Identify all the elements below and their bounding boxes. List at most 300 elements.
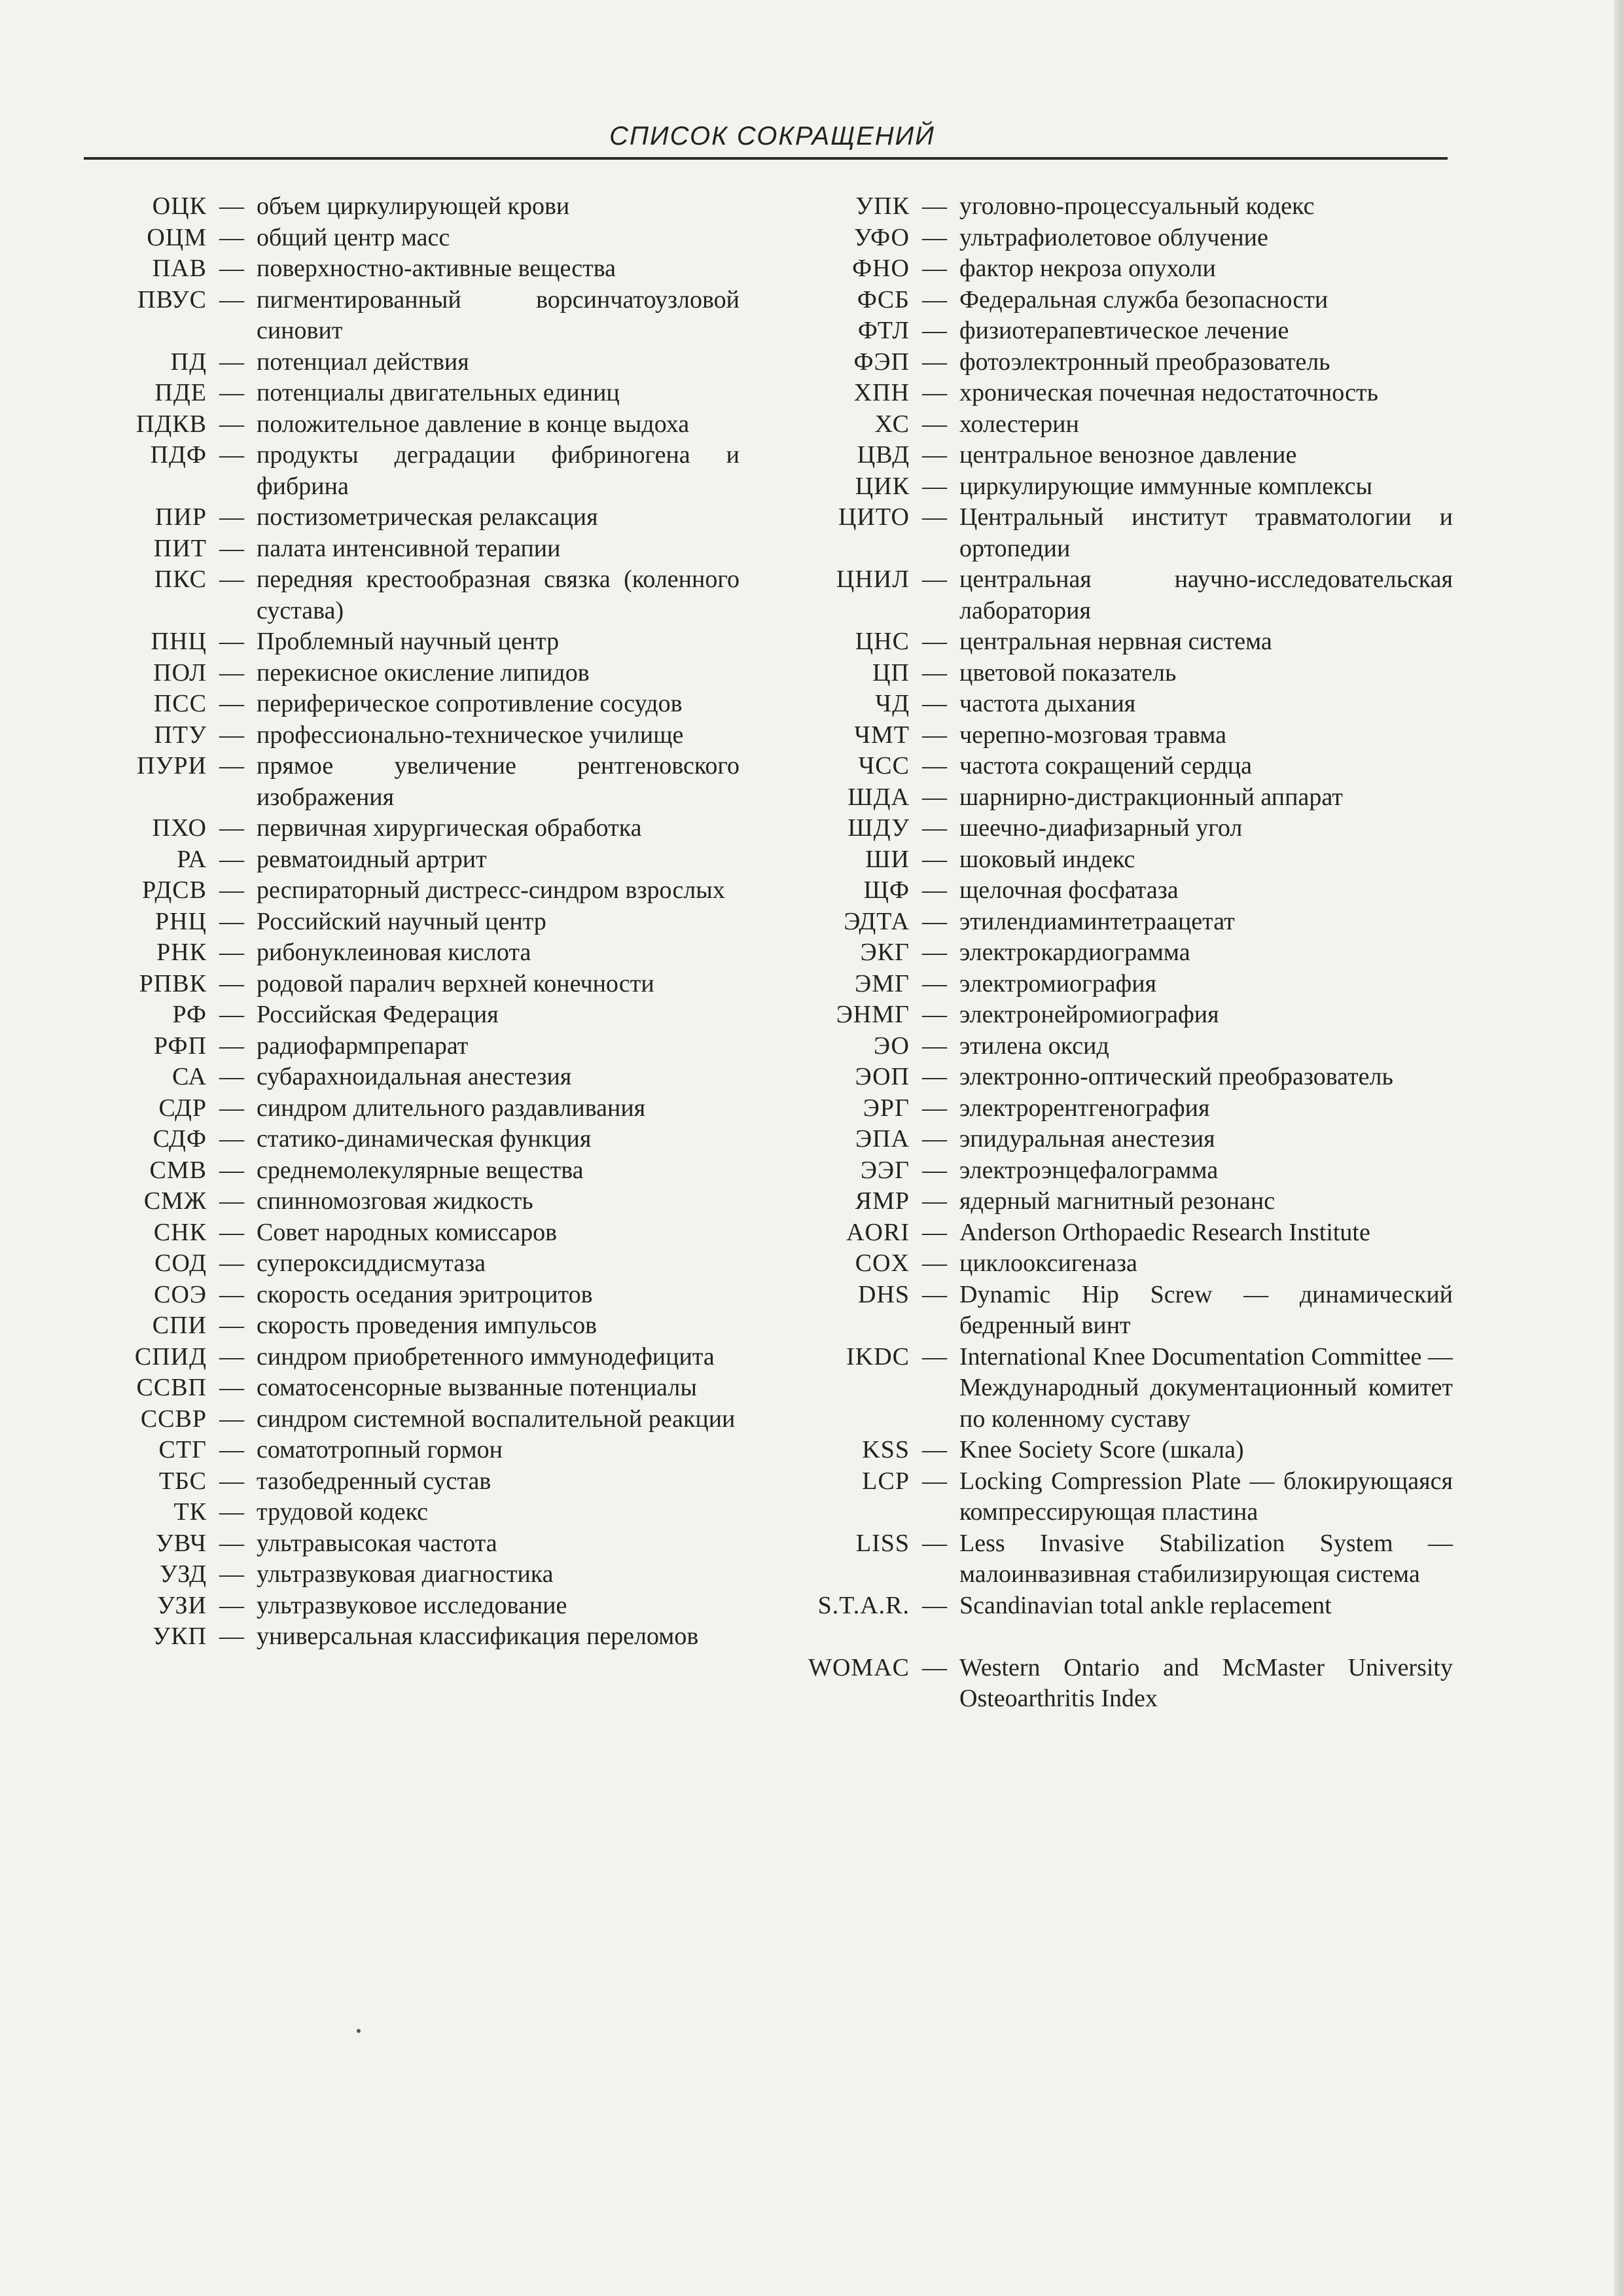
em-dash: — [922, 628, 947, 655]
em-dash: — [219, 192, 244, 220]
abbreviation-entry [98, 1310, 740, 1342]
em-dash: — [219, 1560, 244, 1588]
abbreviation-entry [772, 875, 1453, 906]
definition: прямое увеличение рентгеновского изображения [257, 752, 740, 811]
abbreviation-entry [772, 502, 1453, 564]
em-dash: — [922, 845, 947, 873]
em-dash: — [219, 503, 244, 531]
em-dash: — [219, 721, 244, 749]
abbreviation-entry [98, 1404, 740, 1435]
definition: этилена оксид [959, 1031, 1109, 1060]
definition: потенциалы двигательных единиц [257, 379, 620, 406]
abbreviation-entry [772, 253, 1453, 285]
abbreviation: ПНЦ [151, 628, 207, 655]
abbreviation: ЭРГ [863, 1094, 910, 1122]
em-dash: — [219, 1436, 244, 1463]
em-dash: — [922, 472, 947, 500]
abbreviation-entry [98, 1280, 740, 1311]
abbreviation: СДР [158, 1094, 207, 1122]
em-dash: — [922, 658, 947, 687]
em-dash: — [219, 1342, 244, 1371]
abbreviation-entry [772, 1248, 1453, 1280]
abbreviation: УФО [853, 223, 910, 251]
definition: продукты деградации фибриногена и фибрина [257, 441, 740, 500]
entry-spacer [772, 1621, 1453, 1653]
abbreviation-entry [772, 378, 1453, 409]
abbreviation: УЗИ [157, 1591, 207, 1619]
page-title: СПИСОК СОКРАЩЕНИЙ [609, 122, 935, 151]
abbreviation-entry [772, 1062, 1453, 1093]
em-dash: — [922, 255, 947, 282]
em-dash: — [922, 1001, 947, 1028]
abbreviation-entry [98, 1124, 740, 1155]
abbreviation: ЭНМГ [836, 1001, 910, 1028]
em-dash: — [219, 1405, 244, 1433]
em-dash: — [922, 721, 947, 749]
em-dash: — [219, 534, 244, 562]
abbreviation-entry [98, 1528, 740, 1560]
abbreviation-entry [772, 1186, 1453, 1217]
abbreviation: РА [177, 845, 207, 873]
em-dash: — [219, 658, 244, 687]
abbreviation: ОЦК [152, 192, 207, 220]
abbreviation: СДФ [152, 1125, 207, 1153]
em-dash: — [922, 939, 947, 966]
abbreviation: СА [172, 1063, 207, 1090]
abbreviation: УВЧ [155, 1529, 207, 1557]
definition: радиофармпрепарат [257, 1031, 469, 1060]
abbreviation: ЭОП [855, 1063, 910, 1090]
abbreviation: РФП [154, 1031, 207, 1060]
em-dash: — [922, 348, 947, 376]
em-dash: — [922, 1094, 947, 1122]
abbreviation-entry [98, 999, 740, 1031]
definition: центральное венозное давление [959, 441, 1297, 469]
definition: профессионально-техническое училище [257, 721, 684, 749]
abbreviation-entry [772, 1031, 1453, 1062]
definition: пигментированный ворсинчатоузловой синовит [257, 285, 740, 344]
abbreviation: УЗД [159, 1560, 207, 1588]
definition: электроэнцефалограмма [959, 1156, 1219, 1184]
definition: шарнирно-дистракционный аппарат [959, 783, 1343, 811]
abbreviation-entry [772, 1124, 1453, 1155]
em-dash: — [922, 690, 947, 717]
em-dash: — [219, 845, 244, 873]
abbreviation: ФСБ [857, 285, 910, 314]
abbreviation-entry [772, 844, 1453, 876]
abbreviation: ССВР [140, 1405, 207, 1433]
abbreviation-entry [98, 285, 740, 347]
definition: соматотропный гормон [257, 1436, 503, 1463]
definition: палата интенсивной терапии [257, 534, 561, 562]
abbreviation-entry [772, 1093, 1453, 1124]
em-dash: — [922, 1187, 947, 1215]
abbreviation-entry [98, 1155, 740, 1187]
abbreviation-entry [772, 191, 1453, 223]
definition: родовой паралич верхней конечности [257, 969, 654, 997]
abbreviation: ПДКВ [135, 410, 207, 438]
em-dash: — [219, 223, 244, 251]
em-dash: — [219, 1529, 244, 1557]
abbreviation: ПТУ [154, 721, 207, 749]
definition: универсальная классификация переломов [257, 1623, 699, 1650]
em-dash: — [219, 628, 244, 655]
abbreviation-entry [98, 1093, 740, 1124]
em-dash: — [219, 939, 244, 966]
abbreviation: ФТЛ [857, 317, 910, 344]
abbreviation-entry [98, 223, 740, 254]
definition: соматосенсорные вызванные потенциалы [257, 1374, 697, 1401]
em-dash: — [219, 285, 244, 314]
em-dash: — [922, 814, 947, 842]
abbreviation: СНК [153, 1218, 207, 1246]
definition: среднемолекулярные вещества [257, 1156, 584, 1184]
abbreviation-entry [98, 378, 740, 409]
definition: периферическое сопротивление сосудов [257, 690, 683, 717]
abbreviation: ЦВД [857, 441, 910, 469]
em-dash: — [219, 1001, 244, 1028]
definition: физиотерапевтическое лечение [959, 317, 1289, 344]
em-dash: — [922, 192, 947, 220]
abbreviation-entry [98, 1372, 740, 1404]
definition: статико-динамическая функция [257, 1125, 592, 1153]
definition: электрорентгенография [959, 1094, 1210, 1122]
abbreviation: ЭДТА [844, 907, 910, 935]
definition: частота дыхания [959, 690, 1136, 717]
em-dash: — [922, 1156, 947, 1184]
abbreviation: ЦИК [855, 472, 910, 500]
abbreviation-entry [772, 813, 1453, 844]
definition: ультразвуковая диагностика [257, 1560, 554, 1588]
abbreviation: ЦП [872, 658, 910, 687]
definition: Locking Compression Plate — блокирующаяся компрессирующая пластина [959, 1467, 1453, 1526]
abbreviation: KSS [862, 1436, 910, 1463]
em-dash: — [922, 1125, 947, 1153]
em-dash: — [219, 1125, 244, 1153]
em-dash: — [922, 783, 947, 811]
abbreviation-entry [98, 937, 740, 969]
abbreviation: ЧМТ [854, 721, 910, 749]
em-dash: — [922, 410, 947, 438]
em-dash: — [922, 1436, 947, 1463]
em-dash: — [922, 1467, 947, 1495]
definition: передняя крестообразная связка (коленного сустава) [257, 565, 740, 624]
em-dash: — [922, 317, 947, 344]
definition: электронейромиография [959, 1001, 1219, 1028]
abbreviation: ЭПА [855, 1125, 910, 1153]
abbreviation: СТГ [158, 1436, 207, 1463]
em-dash: — [922, 503, 947, 531]
abbreviation: ЭО [874, 1031, 910, 1060]
definition: Anderson Orthopaedic Research Institute [959, 1218, 1370, 1246]
em-dash: — [922, 223, 947, 251]
abbreviation: LISS [855, 1529, 910, 1557]
left-column [98, 191, 740, 1653]
em-dash: — [219, 907, 244, 935]
abbreviation: ЯМР [855, 1187, 910, 1215]
em-dash: — [922, 752, 947, 780]
abbreviation: ШДУ [847, 814, 910, 842]
abbreviation-entry [772, 689, 1453, 720]
definition: синдром системной воспалительной реакции [257, 1405, 736, 1433]
abbreviation-entry [772, 1217, 1453, 1249]
abbreviation: DHS [857, 1280, 910, 1308]
em-dash: — [922, 1529, 947, 1557]
definition: Scandinavian total ankle replacement [959, 1591, 1332, 1619]
abbreviation-entry [772, 347, 1453, 378]
abbreviation-entry [98, 1031, 740, 1062]
abbreviation: ХПН [853, 379, 910, 406]
em-dash: — [219, 255, 244, 282]
abbreviation-entry [98, 813, 740, 844]
em-dash: — [922, 969, 947, 997]
abbreviation: ЭКГ [860, 939, 910, 966]
right-column [772, 191, 1453, 1715]
abbreviation-entry [772, 409, 1453, 440]
definition: электронно-оптический преобразователь [959, 1063, 1393, 1090]
abbreviation: ПКС [154, 565, 207, 593]
abbreviation-entry [772, 658, 1453, 689]
abbreviation: СМЖ [143, 1187, 207, 1215]
abbreviation-entry [98, 875, 740, 906]
abbreviation: ПХО [152, 814, 207, 842]
definition: Центральный институт травматологии и ортопедии [959, 503, 1453, 562]
abbreviation: ЧСС [858, 752, 910, 780]
abbreviation-entry [98, 626, 740, 658]
abbreviation: РДСВ [142, 876, 207, 904]
abbreviation-entry [98, 533, 740, 565]
em-dash: — [219, 1312, 244, 1339]
definition: перекисное окисление липидов [257, 658, 590, 687]
abbreviation: ССВП [136, 1374, 207, 1401]
em-dash: — [219, 1094, 244, 1122]
definition: электромиография [959, 969, 1157, 997]
em-dash: — [922, 876, 947, 904]
em-dash: — [922, 1249, 947, 1277]
abbreviation: ЭЭГ [860, 1156, 910, 1184]
em-dash: — [219, 690, 244, 717]
definition: Российская Федерация [257, 1001, 499, 1028]
abbreviation-entry [772, 1342, 1453, 1435]
definition: тазобедренный сустав [257, 1467, 491, 1495]
abbreviation-entry [98, 1217, 740, 1249]
em-dash: — [922, 379, 947, 406]
definition: субарахноидальная анестезия [257, 1063, 572, 1090]
em-dash: — [219, 379, 244, 406]
definition: рибонуклеиновая кислота [257, 939, 531, 966]
page-edge [1614, 0, 1623, 2296]
abbreviation-entry [772, 969, 1453, 1000]
abbreviation: УКП [152, 1623, 207, 1650]
abbreviation-entry [772, 751, 1453, 782]
abbreviation: СОЭ [154, 1280, 207, 1308]
abbreviation-entry [98, 440, 740, 502]
abbreviation: ОЦМ [147, 223, 207, 251]
em-dash: — [219, 1063, 244, 1090]
abbreviation: ФЭП [853, 348, 910, 376]
print-speck [357, 2029, 361, 2033]
definition: ультрафиолетовое облучение [959, 223, 1268, 251]
definition: скорость оседания эритроцитов [257, 1280, 593, 1308]
em-dash: — [922, 907, 947, 935]
definition: шоковый индекс [959, 845, 1135, 873]
abbreviation: ПОЛ [153, 658, 207, 687]
abbreviation-entry [772, 440, 1453, 471]
header-rule [84, 157, 1448, 160]
abbreviation: ШИ [865, 845, 910, 873]
abbreviation: РПВК [139, 969, 207, 997]
em-dash: — [219, 1280, 244, 1308]
em-dash: — [219, 1591, 244, 1619]
abbreviation-entry [772, 782, 1453, 814]
abbreviation-entry [98, 1466, 740, 1498]
abbreviation-entry [98, 906, 740, 938]
abbreviation: ЭМГ [855, 969, 910, 997]
definition: ядерный магнитный резонанс [959, 1187, 1275, 1215]
definition: общий центр масс [257, 223, 450, 251]
em-dash: — [219, 1249, 244, 1277]
definition: щелочная фосфатаза [959, 876, 1179, 904]
abbreviation: ПДФ [150, 441, 207, 469]
definition: респираторный дистресс-синдром взрослых [257, 876, 725, 904]
abbreviation: ШДА [847, 783, 910, 811]
abbreviation: ПСС [153, 690, 207, 717]
em-dash: — [922, 1218, 947, 1246]
em-dash: — [219, 1467, 244, 1495]
abbreviation-entry [772, 937, 1453, 969]
abbreviation-entry [772, 626, 1453, 658]
definition: ультразвуковое исследование [257, 1591, 567, 1619]
abbreviation: LCP [862, 1467, 910, 1495]
definition: центральная научно-исследовательская лаборатория [959, 565, 1453, 624]
em-dash: — [219, 814, 244, 842]
abbreviation-entry [98, 1062, 740, 1093]
abbreviation-entry [772, 1155, 1453, 1187]
definition: Western Ontario and McMaster University Osteoarthritis Index [959, 1653, 1453, 1712]
abbreviation-entry [98, 720, 740, 751]
em-dash: — [219, 1156, 244, 1184]
definition: хроническая почечная недостаточность [959, 379, 1378, 406]
em-dash: — [219, 1218, 244, 1246]
definition: уголовно-процессуальный кодекс [959, 192, 1315, 220]
abbreviation: COX [855, 1249, 910, 1277]
abbreviation: ПУРИ [137, 752, 207, 780]
abbreviation-entry [98, 1435, 740, 1466]
definition: Российский научный центр [257, 907, 546, 935]
em-dash: — [219, 969, 244, 997]
abbreviation: УПК [855, 192, 910, 220]
definition: поверхностно-активные вещества [257, 255, 616, 282]
definition: фактор некроза опухоли [959, 255, 1216, 282]
abbreviation: ПД [170, 348, 207, 376]
em-dash: — [922, 1063, 947, 1090]
definition: цветовой показатель [959, 658, 1177, 687]
definition: International Knee Documentation Committee — Международный документационный комитет по коленному суставу [959, 1342, 1453, 1433]
definition: скорость проведения импульсов [257, 1312, 597, 1339]
definition: шеечно-диафизарный угол [959, 814, 1243, 842]
abbreviation-entry [98, 1342, 740, 1373]
abbreviation: СПИ [152, 1312, 207, 1339]
definition: Dynamic Hip Screw — динамический бедренный винт [959, 1280, 1453, 1339]
definition: ревматоидный артрит [257, 845, 487, 873]
definition: холестерин [959, 410, 1079, 438]
abbreviation-entry [98, 564, 740, 626]
em-dash: — [219, 1498, 244, 1526]
abbreviation: S.T.A.R. [817, 1591, 910, 1619]
abbreviation-entry [772, 1653, 1453, 1715]
definition: Less Invasive Stabilization System — малоинвазивная стабилизирующая система [959, 1529, 1453, 1588]
abbreviation: ПДЕ [154, 379, 207, 406]
definition: спинномозговая жидкость [257, 1187, 533, 1215]
abbreviation-entry [98, 1248, 740, 1280]
em-dash: — [922, 1342, 947, 1371]
abbreviation-entry [98, 751, 740, 813]
definition: постизометрическая релаксация [257, 503, 598, 531]
em-dash: — [219, 565, 244, 593]
definition: электрокардиограмма [959, 939, 1190, 966]
abbreviation-entry [772, 285, 1453, 316]
abbreviation: ПВУС [137, 285, 207, 314]
definition: супероксиддисмутаза [257, 1249, 486, 1277]
abbreviation-entry [772, 1435, 1453, 1466]
abbreviation: WOMAC [808, 1653, 910, 1681]
definition: объем циркулирующей крови [257, 192, 570, 220]
em-dash: — [219, 348, 244, 376]
abbreviation-entry [98, 1590, 740, 1622]
abbreviation-entry [772, 1280, 1453, 1342]
abbreviation-entry [98, 844, 740, 876]
abbreviation: СОД [154, 1249, 207, 1277]
definition: трудовой кодекс [257, 1498, 429, 1526]
abbreviation: ТБС [158, 1467, 207, 1495]
definition: центральная нервная система [959, 628, 1272, 655]
definition: Knee Society Score (шкала) [959, 1436, 1244, 1463]
definition: фотоэлектронный преобразователь [959, 348, 1330, 376]
abbreviation-entry [772, 1528, 1453, 1590]
em-dash: — [219, 752, 244, 780]
definition: черепно-мозговая травма [959, 721, 1227, 749]
em-dash: — [219, 876, 244, 904]
abbreviation-entry [98, 1186, 740, 1217]
abbreviation: ФНО [852, 255, 910, 282]
abbreviation: ЦИТО [838, 503, 910, 531]
abbreviation-entry [98, 1497, 740, 1528]
abbreviation: ЦНИЛ [836, 565, 910, 593]
abbreviation: РНК [156, 939, 207, 966]
definition: Совет народных комиссаров [257, 1218, 558, 1246]
definition: циркулирующие иммунные комплексы [959, 472, 1373, 500]
definition: положительное давление в конце выдоха [257, 410, 690, 438]
abbreviation: ТК [173, 1498, 207, 1526]
definition: Проблемный научный центр [257, 628, 560, 655]
abbreviation-entry [98, 253, 740, 285]
em-dash: — [922, 1031, 947, 1060]
abbreviation-entry [98, 347, 740, 378]
definition: синдром приобретенного иммунодефицита [257, 1342, 715, 1371]
abbreviation-entry [772, 906, 1453, 938]
abbreviation-entry [772, 999, 1453, 1031]
abbreviation-entry [98, 1621, 740, 1653]
abbreviation-entry [98, 689, 740, 720]
em-dash: — [922, 1653, 947, 1681]
abbreviation: ПАВ [152, 255, 207, 282]
abbreviation: РНЦ [154, 907, 207, 935]
definition: ультравысокая частота [257, 1529, 497, 1557]
definition: циклооксигеназа [959, 1249, 1137, 1277]
abbreviation: ПИТ [153, 534, 207, 562]
abbreviation-entry [772, 1466, 1453, 1528]
em-dash: — [219, 441, 244, 469]
